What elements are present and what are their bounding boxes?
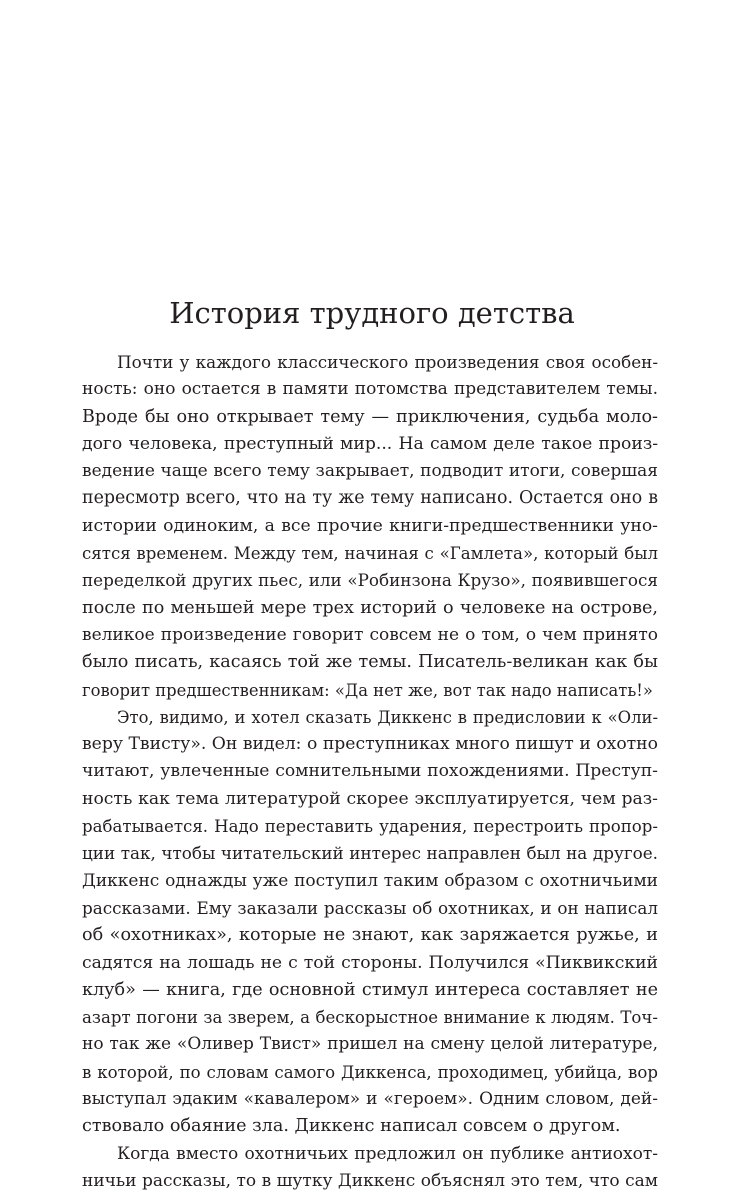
text-line: истории одиноким, а все прочие книги-предшественники уно- — [82, 515, 658, 536]
text-line: садятся на лошадь не с той стороны. Получился «Пиквикский — [82, 952, 658, 973]
text-line: переделкой других пьес, или «Робинзона Крузо», появившегося — [82, 570, 658, 591]
text-line: было писать, касаясь той же темы. Писатель-великан как бы — [82, 652, 658, 673]
chapter-title: История трудного детства — [169, 296, 575, 330]
text-line: ность как тема литературой скорее эксплуатируется, чем раз- — [82, 788, 658, 809]
text-line: Это, видимо, и хотел сказать Диккенс в предисловии к «Оли- — [117, 707, 658, 727]
text-line: рабатывается. Надо переставить ударения, перестроить пропор- — [82, 817, 658, 837]
text-line: Вроде бы оно открывает тему — приключения, судьба моло- — [82, 406, 658, 427]
text-line: об «охотниках», которые не знают, как заряжается ружье, и — [82, 925, 658, 946]
text-line: ничьи рассказы, то в шутку Диккенс объяснял это тем, что сам — [82, 1170, 658, 1191]
chapter-body — [82, 349, 658, 1195]
text-line: выступал эдаким «кавалером» и «героем». Одним словом, дей- — [82, 1089, 658, 1110]
text-line: ведение чаще всего тему закрывает, подводит итоги, совершая — [82, 461, 658, 482]
text-line: ции так, чтобы читательский интерес направлен был на другое. — [82, 843, 658, 864]
text-line: сятся временем. Между тем, начиная с «Гамлета», который был — [82, 544, 658, 564]
text-line: Когда вместо охотничьих предложил он публике антиохот- — [117, 1143, 658, 1164]
text-line: Почти у каждого классического произведения своя особен- — [117, 352, 658, 372]
text-line: пересмотр всего, что на ту же тему написано. Остается оно в — [82, 488, 658, 509]
text-line: веру Твисту». Он видел: о преступниках много пишут и охотно — [82, 734, 658, 755]
text-line: ность: оно остается в памяти потомства представителем темы. — [82, 379, 658, 400]
text-line: азарт погони за зверем, а бескорыстное внимание к людям. Точ- — [82, 1008, 658, 1028]
text-line: ствовало обаяние зла. Диккенс написал совсем о другом. — [82, 1116, 621, 1137]
text-line: в которой, по словам самого Диккенса, проходимец, убийца, вор — [82, 1062, 658, 1082]
text-line: клуб» — книга, где основной стимул интереса составляет не — [82, 979, 658, 1000]
text-line: Диккенс однажды уже поступил таким образом с охотничьими — [82, 870, 658, 891]
text-line: читают, увлеченные сомнительными похождениями. Преступ- — [82, 761, 658, 782]
text-line: но так же «Оливер Твист» пришел на смену целой литературе, — [82, 1034, 658, 1055]
text-line: после по меньшей мере трех историй о человеке на острове, — [82, 597, 658, 618]
text-line: рассказами. Ему заказали рассказы об охотниках, и он написал — [82, 897, 658, 918]
text-line: дого человека, преступный мир... На самом деле такое произ- — [82, 433, 658, 454]
text-line: говорит предшественникам: «Да нет же, вот так надо написать!» — [82, 680, 653, 700]
text-line: великое произведение говорит совсем не о том, о чем принято — [82, 624, 658, 645]
